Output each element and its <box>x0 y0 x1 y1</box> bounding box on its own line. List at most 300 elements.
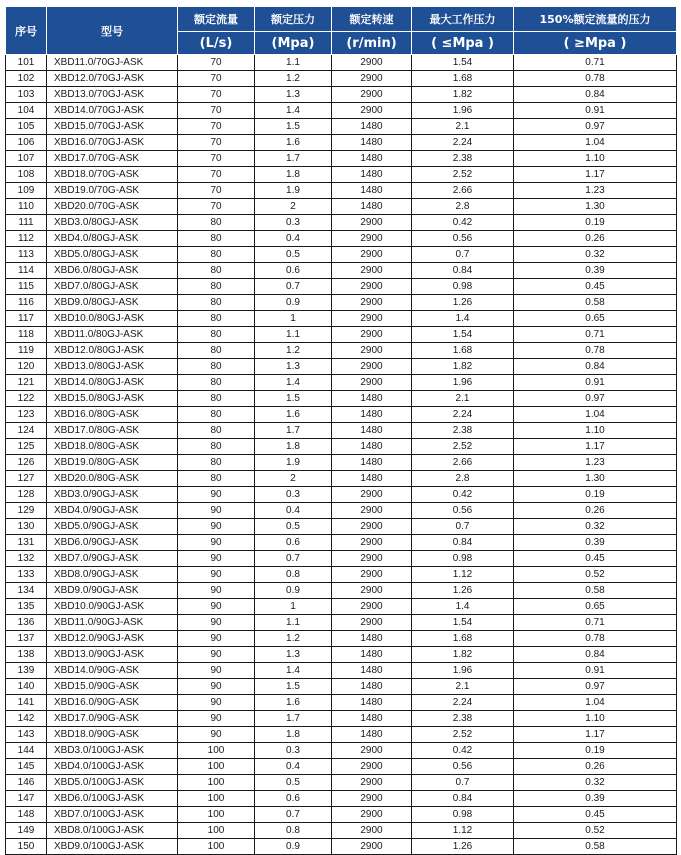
cell-model: XBD3.0/80GJ-ASK <box>47 215 178 231</box>
cell-pressure150: 0.78 <box>514 631 677 647</box>
cell-seq: 146 <box>6 775 47 791</box>
cell-flow: 80 <box>178 263 255 279</box>
cell-pressure150: 1.17 <box>514 727 677 743</box>
cell-flow: 70 <box>178 119 255 135</box>
table-row <box>6 103 677 119</box>
cell-flow: 70 <box>178 183 255 199</box>
table-row <box>6 247 677 263</box>
cell-seq: 136 <box>6 615 47 631</box>
table-row <box>6 215 677 231</box>
cell-speed: 2900 <box>332 535 412 551</box>
cell-speed: 2900 <box>332 551 412 567</box>
cell-pressure150: 0.84 <box>514 359 677 375</box>
cell-max-pressure: 2.24 <box>412 407 514 423</box>
cell-flow: 90 <box>178 679 255 695</box>
cell-speed: 2900 <box>332 295 412 311</box>
table-row <box>6 503 677 519</box>
cell-model: XBD17.0/90G-ASK <box>47 711 178 727</box>
cell-max-pressure: 0.56 <box>412 759 514 775</box>
cell-seq: 145 <box>6 759 47 775</box>
cell-flow: 80 <box>178 423 255 439</box>
cell-model: XBD13.0/70GJ-ASK <box>47 87 178 103</box>
cell-seq: 114 <box>6 263 47 279</box>
cell-pressure: 0.8 <box>255 823 332 839</box>
cell-max-pressure: 2.1 <box>412 391 514 407</box>
cell-pressure150: 1.17 <box>514 167 677 183</box>
cell-model: XBD4.0/90GJ-ASK <box>47 503 178 519</box>
cell-max-pressure: 2.52 <box>412 439 514 455</box>
header-seq: 序号 <box>6 7 47 55</box>
table-row <box>6 87 677 103</box>
cell-speed: 2900 <box>332 87 412 103</box>
cell-max-pressure: 0.56 <box>412 231 514 247</box>
cell-pressure150: 0.71 <box>514 615 677 631</box>
cell-seq: 118 <box>6 327 47 343</box>
cell-model: XBD13.0/80GJ-ASK <box>47 359 178 375</box>
table-row <box>6 583 677 599</box>
cell-speed: 2900 <box>332 247 412 263</box>
cell-model: XBD12.0/80GJ-ASK <box>47 343 178 359</box>
cell-max-pressure: 0.7 <box>412 247 514 263</box>
cell-speed: 2900 <box>332 359 412 375</box>
cell-pressure: 0.5 <box>255 519 332 535</box>
cell-seq: 139 <box>6 663 47 679</box>
cell-pressure: 1.9 <box>255 455 332 471</box>
cell-flow: 100 <box>178 743 255 759</box>
cell-pressure150: 0.84 <box>514 647 677 663</box>
cell-pressure150: 0.78 <box>514 343 677 359</box>
cell-speed: 1480 <box>332 471 412 487</box>
header-row-labels <box>6 7 677 32</box>
cell-pressure: 0.3 <box>255 743 332 759</box>
header-pressure-unit: (Mpa) <box>255 32 332 55</box>
header-max-pressure-unit: ( ≤Mpa ) <box>412 32 514 55</box>
table-body <box>6 55 677 855</box>
table-row <box>6 55 677 71</box>
table-row <box>6 599 677 615</box>
cell-flow: 70 <box>178 199 255 215</box>
cell-max-pressure: 0.84 <box>412 535 514 551</box>
cell-pressure150: 1.04 <box>514 695 677 711</box>
table-row <box>6 375 677 391</box>
table-row <box>6 407 677 423</box>
cell-pressure: 1.6 <box>255 407 332 423</box>
cell-seq: 117 <box>6 311 47 327</box>
cell-model: XBD8.0/90GJ-ASK <box>47 567 178 583</box>
cell-seq: 112 <box>6 231 47 247</box>
cell-max-pressure: 0.7 <box>412 775 514 791</box>
header-pressure150-label: 150%额定流量的压力 <box>514 7 677 32</box>
cell-model: XBD3.0/100GJ-ASK <box>47 743 178 759</box>
cell-seq: 134 <box>6 583 47 599</box>
cell-max-pressure: 1.12 <box>412 567 514 583</box>
cell-pressure: 0.6 <box>255 535 332 551</box>
cell-flow: 80 <box>178 343 255 359</box>
cell-pressure150: 1.30 <box>514 471 677 487</box>
cell-model: XBD19.0/80G-ASK <box>47 455 178 471</box>
cell-seq: 150 <box>6 839 47 855</box>
cell-speed: 1480 <box>332 135 412 151</box>
cell-flow: 80 <box>178 215 255 231</box>
cell-speed: 2900 <box>332 823 412 839</box>
cell-pressure150: 0.78 <box>514 71 677 87</box>
header-max-pressure-label: 最大工作压力 <box>412 7 514 32</box>
pump-spec-table <box>5 6 677 855</box>
table-row <box>6 615 677 631</box>
cell-pressure150: 1.17 <box>514 439 677 455</box>
cell-seq: 133 <box>6 567 47 583</box>
table-row <box>6 471 677 487</box>
cell-pressure150: 1.23 <box>514 455 677 471</box>
table-row <box>6 519 677 535</box>
cell-model: XBD14.0/90G-ASK <box>47 663 178 679</box>
table-row <box>6 343 677 359</box>
cell-pressure: 1.5 <box>255 679 332 695</box>
table-row <box>6 359 677 375</box>
table-row <box>6 71 677 87</box>
cell-model: XBD6.0/80GJ-ASK <box>47 263 178 279</box>
cell-model: XBD16.0/80G-ASK <box>47 407 178 423</box>
cell-seq: 120 <box>6 359 47 375</box>
cell-max-pressure: 1.26 <box>412 583 514 599</box>
cell-speed: 2900 <box>332 375 412 391</box>
cell-max-pressure: 0.42 <box>412 487 514 503</box>
cell-seq: 119 <box>6 343 47 359</box>
cell-seq: 124 <box>6 423 47 439</box>
cell-speed: 1480 <box>332 727 412 743</box>
cell-pressure: 1.3 <box>255 647 332 663</box>
cell-seq: 108 <box>6 167 47 183</box>
table-row <box>6 263 677 279</box>
cell-flow: 100 <box>178 839 255 855</box>
cell-pressure: 0.6 <box>255 791 332 807</box>
cell-seq: 111 <box>6 215 47 231</box>
cell-max-pressure: 1.68 <box>412 631 514 647</box>
cell-pressure: 0.7 <box>255 807 332 823</box>
cell-flow: 100 <box>178 791 255 807</box>
cell-pressure: 1.4 <box>255 663 332 679</box>
cell-pressure150: 0.71 <box>514 55 677 71</box>
cell-pressure150: 0.84 <box>514 87 677 103</box>
cell-pressure150: 0.71 <box>514 327 677 343</box>
cell-seq: 126 <box>6 455 47 471</box>
cell-seq: 115 <box>6 279 47 295</box>
cell-flow: 70 <box>178 55 255 71</box>
table-row <box>6 231 677 247</box>
cell-speed: 1480 <box>332 423 412 439</box>
cell-flow: 90 <box>178 567 255 583</box>
cell-pressure150: 0.91 <box>514 103 677 119</box>
cell-flow: 80 <box>178 279 255 295</box>
cell-pressure150: 0.52 <box>514 567 677 583</box>
cell-max-pressure: 2.24 <box>412 695 514 711</box>
table-row <box>6 119 677 135</box>
cell-pressure: 1.1 <box>255 327 332 343</box>
cell-model: XBD7.0/90GJ-ASK <box>47 551 178 567</box>
table-row <box>6 167 677 183</box>
cell-pressure150: 0.45 <box>514 551 677 567</box>
table-row <box>6 775 677 791</box>
cell-pressure150: 0.26 <box>514 231 677 247</box>
cell-pressure: 1.7 <box>255 423 332 439</box>
table-row <box>6 631 677 647</box>
cell-speed: 2900 <box>332 71 412 87</box>
cell-speed: 1480 <box>332 183 412 199</box>
cell-speed: 2900 <box>332 567 412 583</box>
cell-pressure150: 1.30 <box>514 199 677 215</box>
cell-model: XBD5.0/80GJ-ASK <box>47 247 178 263</box>
cell-flow: 80 <box>178 295 255 311</box>
cell-speed: 2900 <box>332 55 412 71</box>
cell-seq: 107 <box>6 151 47 167</box>
cell-pressure: 0.7 <box>255 551 332 567</box>
cell-speed: 1480 <box>332 407 412 423</box>
cell-pressure: 0.9 <box>255 295 332 311</box>
cell-max-pressure: 0.84 <box>412 263 514 279</box>
cell-flow: 80 <box>178 391 255 407</box>
cell-pressure: 1 <box>255 311 332 327</box>
cell-speed: 2900 <box>332 759 412 775</box>
cell-seq: 104 <box>6 103 47 119</box>
cell-model: XBD15.0/90G-ASK <box>47 679 178 695</box>
cell-seq: 105 <box>6 119 47 135</box>
cell-pressure150: 0.19 <box>514 215 677 231</box>
cell-flow: 100 <box>178 823 255 839</box>
cell-pressure150: 0.97 <box>514 391 677 407</box>
cell-pressure150: 0.97 <box>514 119 677 135</box>
table-row <box>6 279 677 295</box>
cell-pressure150: 0.58 <box>514 295 677 311</box>
table-row <box>6 567 677 583</box>
cell-pressure150: 1.04 <box>514 135 677 151</box>
cell-flow: 90 <box>178 631 255 647</box>
cell-max-pressure: 2.8 <box>412 199 514 215</box>
cell-pressure: 0.5 <box>255 247 332 263</box>
cell-pressure150: 1.10 <box>514 711 677 727</box>
cell-speed: 2900 <box>332 599 412 615</box>
cell-pressure: 1.1 <box>255 615 332 631</box>
cell-seq: 143 <box>6 727 47 743</box>
cell-max-pressure: 1.96 <box>412 663 514 679</box>
cell-seq: 142 <box>6 711 47 727</box>
cell-seq: 137 <box>6 631 47 647</box>
cell-pressure: 1.6 <box>255 135 332 151</box>
cell-speed: 2900 <box>332 583 412 599</box>
cell-pressure: 2 <box>255 471 332 487</box>
cell-flow: 90 <box>178 583 255 599</box>
cell-pressure150: 0.32 <box>514 247 677 263</box>
cell-speed: 1480 <box>332 695 412 711</box>
cell-flow: 80 <box>178 375 255 391</box>
cell-seq: 149 <box>6 823 47 839</box>
cell-pressure: 1.2 <box>255 631 332 647</box>
cell-max-pressure: 0.98 <box>412 551 514 567</box>
cell-model: XBD12.0/90GJ-ASK <box>47 631 178 647</box>
cell-seq: 131 <box>6 535 47 551</box>
table-row <box>6 839 677 855</box>
cell-model: XBD7.0/80GJ-ASK <box>47 279 178 295</box>
cell-speed: 1480 <box>332 647 412 663</box>
cell-flow: 90 <box>178 647 255 663</box>
cell-model: XBD9.0/100GJ-ASK <box>47 839 178 855</box>
cell-flow: 80 <box>178 359 255 375</box>
cell-pressure150: 1.10 <box>514 423 677 439</box>
cell-max-pressure: 1.68 <box>412 343 514 359</box>
cell-seq: 135 <box>6 599 47 615</box>
cell-pressure150: 0.58 <box>514 839 677 855</box>
cell-speed: 2900 <box>332 327 412 343</box>
cell-speed: 2900 <box>332 487 412 503</box>
cell-max-pressure: 1.82 <box>412 359 514 375</box>
cell-flow: 90 <box>178 615 255 631</box>
cell-speed: 1480 <box>332 119 412 135</box>
cell-pressure: 0.9 <box>255 583 332 599</box>
cell-model: XBD18.0/90G-ASK <box>47 727 178 743</box>
cell-pressure: 1.7 <box>255 711 332 727</box>
cell-model: XBD11.0/70GJ-ASK <box>47 55 178 71</box>
cell-pressure: 1.1 <box>255 55 332 71</box>
header-flow-label: 额定流量 <box>178 7 255 32</box>
cell-flow: 90 <box>178 727 255 743</box>
cell-pressure: 1.3 <box>255 87 332 103</box>
cell-seq: 144 <box>6 743 47 759</box>
table-row <box>6 151 677 167</box>
header-flow-unit: (L/s) <box>178 32 255 55</box>
cell-max-pressure: 2.38 <box>412 711 514 727</box>
cell-pressure150: 0.65 <box>514 311 677 327</box>
cell-pressure150: 0.39 <box>514 791 677 807</box>
cell-speed: 2900 <box>332 343 412 359</box>
cell-seq: 132 <box>6 551 47 567</box>
cell-pressure: 1.8 <box>255 167 332 183</box>
cell-flow: 90 <box>178 487 255 503</box>
cell-model: XBD5.0/90GJ-ASK <box>47 519 178 535</box>
cell-pressure: 0.4 <box>255 503 332 519</box>
table-row <box>6 439 677 455</box>
cell-model: XBD13.0/90GJ-ASK <box>47 647 178 663</box>
cell-pressure: 1.3 <box>255 359 332 375</box>
cell-pressure: 1 <box>255 599 332 615</box>
cell-seq: 127 <box>6 471 47 487</box>
table-row <box>6 391 677 407</box>
cell-model: XBD10.0/80GJ-ASK <box>47 311 178 327</box>
cell-max-pressure: 2.38 <box>412 423 514 439</box>
cell-flow: 90 <box>178 551 255 567</box>
cell-model: XBD8.0/100GJ-ASK <box>47 823 178 839</box>
table-row <box>6 551 677 567</box>
cell-flow: 80 <box>178 311 255 327</box>
table-row <box>6 807 677 823</box>
cell-pressure: 0.8 <box>255 567 332 583</box>
cell-max-pressure: 1.26 <box>412 295 514 311</box>
cell-pressure: 1.9 <box>255 183 332 199</box>
cell-flow: 70 <box>178 71 255 87</box>
cell-pressure: 1.6 <box>255 695 332 711</box>
cell-pressure: 0.4 <box>255 231 332 247</box>
cell-pressure150: 0.32 <box>514 775 677 791</box>
table-row <box>6 711 677 727</box>
cell-seq: 110 <box>6 199 47 215</box>
cell-flow: 90 <box>178 503 255 519</box>
cell-max-pressure: 0.7 <box>412 519 514 535</box>
cell-seq: 148 <box>6 807 47 823</box>
cell-seq: 116 <box>6 295 47 311</box>
cell-flow: 90 <box>178 695 255 711</box>
cell-max-pressure: 1.4 <box>412 311 514 327</box>
cell-pressure: 1.8 <box>255 439 332 455</box>
cell-model: XBD12.0/70GJ-ASK <box>47 71 178 87</box>
cell-seq: 101 <box>6 55 47 71</box>
cell-pressure: 2 <box>255 199 332 215</box>
cell-pressure150: 0.26 <box>514 759 677 775</box>
cell-speed: 2900 <box>332 775 412 791</box>
cell-pressure150: 0.58 <box>514 583 677 599</box>
cell-pressure: 0.3 <box>255 487 332 503</box>
table-row <box>6 727 677 743</box>
table-row <box>6 455 677 471</box>
cell-pressure: 0.3 <box>255 215 332 231</box>
cell-model: XBD9.0/90GJ-ASK <box>47 583 178 599</box>
cell-seq: 109 <box>6 183 47 199</box>
table-row <box>6 743 677 759</box>
cell-speed: 1480 <box>332 199 412 215</box>
cell-max-pressure: 2.66 <box>412 183 514 199</box>
cell-model: XBD11.0/90GJ-ASK <box>47 615 178 631</box>
cell-flow: 90 <box>178 519 255 535</box>
cell-max-pressure: 2.52 <box>412 167 514 183</box>
cell-max-pressure: 0.42 <box>412 215 514 231</box>
cell-seq: 147 <box>6 791 47 807</box>
cell-max-pressure: 2.8 <box>412 471 514 487</box>
table-row <box>6 679 677 695</box>
table-row <box>6 295 677 311</box>
cell-model: XBD16.0/70GJ-ASK <box>47 135 178 151</box>
cell-max-pressure: 2.38 <box>412 151 514 167</box>
cell-max-pressure: 2.1 <box>412 119 514 135</box>
cell-flow: 90 <box>178 663 255 679</box>
cell-speed: 1480 <box>332 455 412 471</box>
cell-pressure150: 0.45 <box>514 279 677 295</box>
cell-flow: 70 <box>178 87 255 103</box>
cell-pressure: 1.2 <box>255 343 332 359</box>
table-row <box>6 327 677 343</box>
cell-max-pressure: 1.82 <box>412 647 514 663</box>
cell-flow: 70 <box>178 103 255 119</box>
cell-flow: 90 <box>178 711 255 727</box>
cell-model: XBD14.0/80GJ-ASK <box>47 375 178 391</box>
cell-pressure150: 1.23 <box>514 183 677 199</box>
cell-model: XBD4.0/80GJ-ASK <box>47 231 178 247</box>
cell-pressure150: 0.45 <box>514 807 677 823</box>
cell-max-pressure: 0.98 <box>412 279 514 295</box>
cell-model: XBD7.0/100GJ-ASK <box>47 807 178 823</box>
cell-max-pressure: 1.96 <box>412 103 514 119</box>
cell-pressure: 0.6 <box>255 263 332 279</box>
cell-pressure150: 0.19 <box>514 743 677 759</box>
cell-model: XBD11.0/80GJ-ASK <box>47 327 178 343</box>
cell-model: XBD6.0/90GJ-ASK <box>47 535 178 551</box>
cell-flow: 100 <box>178 759 255 775</box>
cell-speed: 1480 <box>332 151 412 167</box>
cell-max-pressure: 2.52 <box>412 727 514 743</box>
cell-pressure: 1.4 <box>255 375 332 391</box>
cell-seq: 125 <box>6 439 47 455</box>
cell-flow: 70 <box>178 151 255 167</box>
cell-speed: 1480 <box>332 631 412 647</box>
header-speed-unit: (r/min) <box>332 32 412 55</box>
cell-speed: 2900 <box>332 263 412 279</box>
cell-flow: 100 <box>178 775 255 791</box>
